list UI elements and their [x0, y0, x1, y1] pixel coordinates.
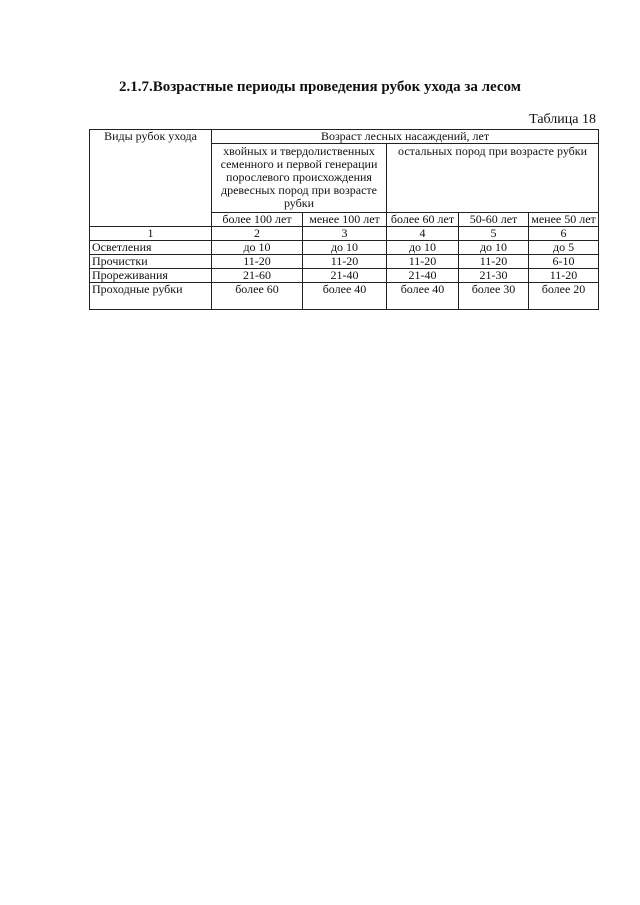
column-number: 6 [529, 227, 599, 241]
column-number: 2 [212, 227, 303, 241]
subgroup-conifer-header: хвойных и твердолиственных семенного и первой генерации порослевого происхождения древесных пород при возрасте рубки [212, 144, 387, 213]
column-number-row [90, 227, 599, 241]
subcolumn-header: менее 100 лет [303, 213, 387, 227]
table-cell: 21-40 [387, 269, 459, 283]
table-caption: Таблица 18 [529, 112, 596, 127]
table-row [90, 283, 599, 310]
table-row [90, 255, 599, 269]
table-cell: 11-20 [529, 269, 599, 283]
table-cell: 11-20 [387, 255, 459, 269]
table-cell: 21-60 [212, 269, 303, 283]
subcolumn-header: более 60 лет [387, 213, 459, 227]
column-number: 5 [459, 227, 529, 241]
row-label: Прочистки [90, 255, 212, 269]
table-cell: до 10 [387, 241, 459, 255]
table-cell: до 10 [212, 241, 303, 255]
section-heading: 2.1.7.Возрастные периоды проведения рубок ухода за лесом [119, 79, 521, 95]
table-cell: до 10 [459, 241, 529, 255]
table-row [90, 241, 599, 255]
table-cell: до 10 [303, 241, 387, 255]
header-row-1 [90, 130, 599, 144]
table-cell: 6-10 [529, 255, 599, 269]
subcolumn-header: 50-60 лет [459, 213, 529, 227]
table-cell: более 20 [529, 283, 599, 310]
table-row [90, 269, 599, 283]
age-periods-table [89, 129, 599, 310]
group-header: Возраст лесных насаждений, лет [212, 130, 599, 144]
column-number: 4 [387, 227, 459, 241]
row-label: Проходные рубки [90, 283, 212, 310]
column-number: 3 [303, 227, 387, 241]
subcolumn-header: менее 50 лет [529, 213, 599, 227]
table-cell: более 40 [303, 283, 387, 310]
table-cell: более 40 [387, 283, 459, 310]
table-cell: более 60 [212, 283, 303, 310]
table-cell: 11-20 [303, 255, 387, 269]
table-cell: до 5 [529, 241, 599, 255]
column-number: 1 [90, 227, 212, 241]
table-cell: 11-20 [212, 255, 303, 269]
subcolumn-header: более 100 лет [212, 213, 303, 227]
subgroup-other-header: остальных пород при возрасте рубки [387, 144, 599, 213]
table-cell: 11-20 [459, 255, 529, 269]
row-label: Прореживания [90, 269, 212, 283]
row-label: Осветления [90, 241, 212, 255]
table-cell: более 30 [459, 283, 529, 310]
table-cell: 21-40 [303, 269, 387, 283]
stub-header: Виды рубок ухода [90, 130, 212, 227]
table-cell: 21-30 [459, 269, 529, 283]
